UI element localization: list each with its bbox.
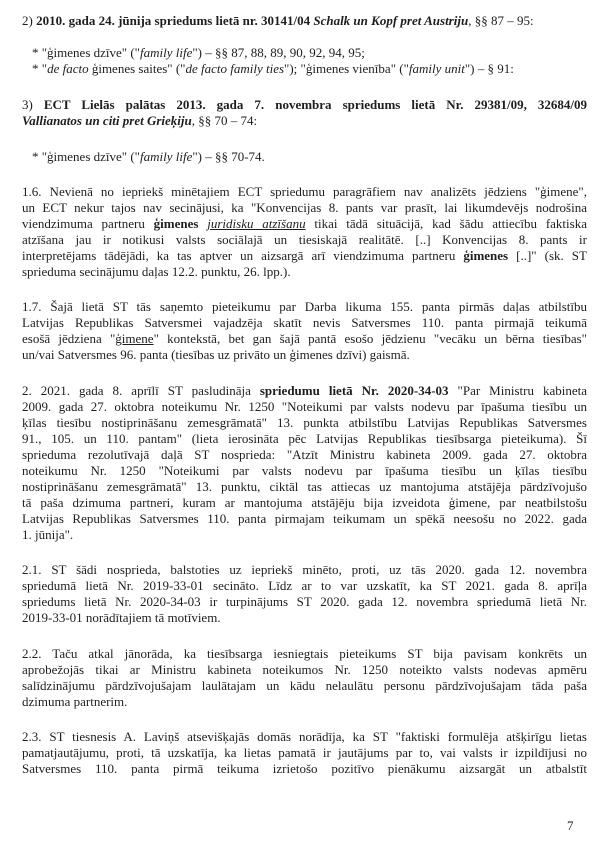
text-run: atzīšana jau ir notikusi valsts sociālajā un tiesiskajā realitātē. [..] Konvencijas 8. pants ir: [22, 232, 587, 247]
text-run: family life: [139, 149, 193, 164]
text-run: 2010. gada 24. jūnija spriedums lietā nr. 30141/04: [36, 13, 314, 28]
text-line: [22, 113, 600, 129]
text-run: 2.3. ST tiesnesis A. Laviņš atsevišķajās domās norādīja, ka ST "faktiski formulēja atšķirīgu lietas: [22, 729, 587, 744]
text-run: un/vai Satversmes 96. panta (tiesības uz privāto un ģimenes dzīvi) gaismā.: [22, 347, 410, 362]
text-run: 1.6. Nevienā no iepriekš minētajiem ECT spriedumu paragrāfiem nav analizēts jēdziens "ģimene",: [22, 184, 587, 199]
text-run: interpretējams tādējādi, ka tas aptver un aizsargā arī viendzimuma partneru: [22, 248, 464, 263]
text-run: , §§ 70 – 74:: [191, 113, 258, 128]
text-run: un ECT nekur tajos nav secinājusi, ka "Konvencijas 8. pants var prasīt, lai likumdevējs nodrošina: [22, 200, 587, 215]
text-run: * "ģimenes dzīve" (": [32, 45, 140, 60]
text-run: ģimenes: [463, 248, 509, 263]
text-run: sprieduma rezolutīvajā daļā ST nosprieda: "Atzīt Ministru kabineta 2009. gada 27. oktobra: [22, 447, 587, 462]
text-line: [22, 232, 587, 248]
text-line: [22, 200, 587, 216]
text-run: ECT Lielās palātas 2013. gada 7. novembra spriedums lietā Nr. 29381/09, 32684/09: [43, 97, 587, 112]
text-run: 2): [22, 13, 37, 28]
text-line: [22, 431, 587, 447]
text-run: 3): [22, 97, 44, 112]
text-line: [22, 495, 587, 511]
text-line: [22, 248, 587, 264]
text-line: [22, 694, 600, 710]
text-run: 1. jūnija".: [22, 527, 74, 542]
text-run: family life: [139, 45, 193, 60]
text-line: [22, 315, 587, 331]
text-run: ģimenes saites" (": [88, 61, 186, 76]
text-run: tā paša dzimuma partneri, kuram ar mantojuma atstājēju bija izveidota ģimene, par neatbilstošu: [22, 495, 587, 510]
text-line: [22, 511, 587, 527]
text-line: [32, 149, 600, 165]
text-run: "); "ģimenes vienība" (": [284, 61, 409, 76]
text-line: [22, 13, 600, 29]
text-run: " kontekstā, bet gan šajā pantā esošo jēdzienu "vecāku un bērna tiesības": [153, 331, 587, 346]
text-line: [22, 745, 587, 761]
text-run: 2.2. Taču atkal jānorāda, ka tiesībsarga iesniegtais pieteikums ST bija pavisam konkrēts un: [22, 646, 587, 661]
text-run: ģimene: [115, 331, 154, 346]
text-run: spriedumu lietā Nr. 2020-34-03: [259, 383, 449, 398]
text-line: [22, 299, 587, 315]
page-number: 7: [567, 818, 574, 833]
text-run: dzimuma partnerim.: [22, 694, 128, 709]
text-line: [22, 399, 587, 415]
text-run: , §§ 87 – 95:: [468, 13, 534, 28]
text-run: * "ģimenes dzīve" (": [32, 149, 140, 164]
text-line: [32, 61, 600, 77]
text-run: spriedumā lietā Nr. 2019-33-01 secināto. Līdz ar to var uzskatīt, ka ST 2021. gada 8. aprīļa: [22, 578, 587, 593]
text-line: [22, 184, 587, 200]
text-run: ķīlas tiesību nostiprināšanu zemesgrāmatā" 13. punkta atbilstību Latvijas Republikas Satversmes: [22, 415, 587, 430]
text-run: Latvijas Republikas Satversmei vajadzēja skatīt nevis Satversmes 110. panta pirmajā teikumā: [22, 315, 587, 330]
text-line: [32, 45, 600, 61]
text-run: 1.7. Šajā lietā ST tās saņemto pieteikumu par Darba likuma 155. panta pirmās daļas atbilstību: [22, 299, 587, 314]
text-run: Vallianatos un citi pret Grieķiju: [22, 113, 192, 128]
text-line: [22, 415, 587, 431]
text-run: tikai tādā situācijā, kad šādu attiecību faktiska: [305, 216, 587, 231]
text-run: ") – §§ 87, 88, 89, 90, 92, 94, 95;: [192, 45, 365, 60]
text-run: aprobežojās tikai ar Ministru kabineta noteikumos Nr. 1250 noteikto valsts nodevas apmēru: [22, 662, 587, 677]
text-run: ģimenes: [153, 216, 199, 231]
text-run: Satversmes 110. panta pirmā teikuma izrietošo pozitīvo pienākumu aizsargāt un atbalstīt: [22, 761, 587, 776]
text-run: * ": [32, 61, 48, 76]
text-run: salīdzinājumu pārdzīvojušajam laulātajam un kādu nelaulātu personu pārdzīvojušajam tāda paša: [22, 678, 587, 693]
text-line: [22, 447, 587, 463]
text-line: [22, 562, 587, 578]
text-line: [22, 527, 600, 543]
text-run: 2. 2021. gada 8. aprīlī ST pasludināja: [22, 383, 260, 398]
text-line: [22, 347, 600, 363]
text-line: [22, 216, 587, 232]
text-line: [22, 463, 587, 479]
text-line: [22, 479, 587, 495]
text-run: de facto: [47, 61, 89, 76]
text-run: viendzimuma partneru: [22, 216, 154, 231]
text-run: juridisku atzīšanu: [207, 216, 306, 231]
text-run: 2019-33-01 norādītajiem tā motīviem.: [22, 610, 221, 625]
text-run: Latvijas Republikas Satversmes 110. panta pirmajam teikumam un spēkā neesošu no 2022. gada: [22, 511, 587, 526]
text-run: nostiprināšanu zemesgrāmatā" 13. punktu, ciktāl tas attiecas uz mantojuma atstājēja pārdzīvojušo: [22, 479, 587, 494]
text-line: [22, 264, 600, 280]
text-run: [..]" (sk. ST: [508, 248, 587, 263]
text-run: sprieduma secinājumu daļas 12.2. punktu, 26. lpp.).: [22, 264, 291, 279]
text-run: family unit: [408, 61, 465, 76]
text-line: [22, 678, 587, 694]
text-run: esošā jēdziena ": [22, 331, 116, 346]
text-line: [22, 729, 587, 745]
text-run: 2009. gada 27. oktobra noteikumu Nr. 1250 "Noteikumi par valsts nodevu par īpašuma tiesību un: [22, 399, 587, 414]
text-line: [22, 578, 587, 594]
text-line: [22, 97, 587, 113]
text-run: Schalk un Kopf pret Austriju: [313, 13, 469, 28]
text-line: [22, 610, 600, 626]
text-run: 2.1. ST šādi nosprieda, balstoties uz iepriekš minēto, proti, uz tās 2020. gada 12. novembra: [22, 562, 587, 577]
text-run: 91., 105. un 110. pantam" (lieta ierosināta pēc Latvijas Republikas tiesībsarga pieteikuma). Šī: [22, 431, 587, 446]
text-run: noteikumu Nr. 1250 "Noteikumi par valsts nodevu par īpašuma tiesību un ķīlas tiesību: [22, 463, 587, 478]
text-line: [22, 761, 587, 777]
text-run: [198, 216, 207, 231]
text-line: [22, 662, 587, 678]
text-run: ") – § 91:: [464, 61, 514, 76]
text-run: de facto family ties: [185, 61, 285, 76]
text-line: [22, 383, 587, 399]
text-run: "Par Ministru kabineta: [448, 383, 587, 398]
text-run: pamatjautājumu, proti, tā uzskatīja, ka lietas pamatā ir jautājums par to, vai valsts ir izpildījusi no: [22, 745, 587, 760]
text-line: [22, 331, 587, 347]
text-run: spriedums lietā Nr. 2020-34-03 ir turpinājums ST 2020. gada 12. novembra spriedumā lietā Nr.: [22, 594, 587, 609]
text-line: [22, 646, 587, 662]
text-line: [22, 594, 587, 610]
text-run: ") – §§ 70-74.: [192, 149, 265, 164]
